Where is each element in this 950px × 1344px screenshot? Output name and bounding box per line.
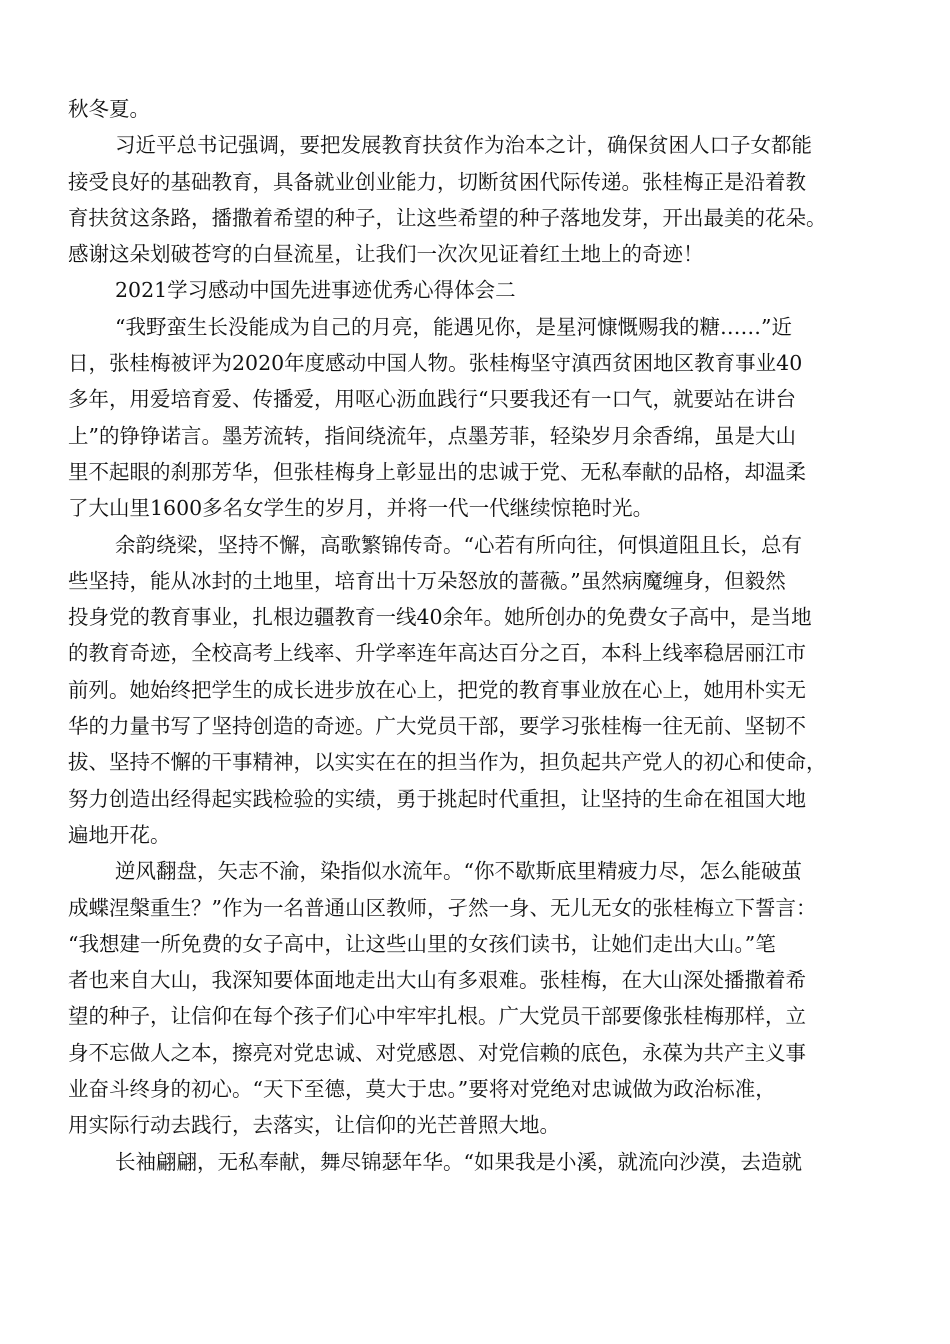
text-line: 投身党的教育事业，扎根边疆教育一线40余年。她所创办的免费女子高中，是当地: [68, 605, 812, 630]
text-line: 2021学习感动中国先进事迹优秀心得体会二: [115, 278, 516, 303]
text-line: 望的种子，让信仰在每个孩子们心中牢牢扎根。广大党员干部要像张桂梅那样，立: [68, 1004, 806, 1029]
text-line: 秋冬夏。: [68, 97, 150, 121]
text-line: 余韵绕梁，坚持不懈，高歌繁锦传奇。“心若有所向往，何惧道阻且长，总有: [115, 532, 802, 557]
text-line: 的教育奇迹，全校高考上线率、升学率连年高达百分之百，本科上线率稳居丽江市: [68, 641, 806, 666]
text-line: 些坚持，能从冰封的土地里，培育出十万朵怒放的蔷薇。”虽然病魔缠身，但毅然: [68, 568, 786, 593]
text-line: “我野蛮生长没能成为自己的月亮，能遇见你，是星河慷慨赐我的糖……”近: [115, 314, 792, 339]
text-line: 感谢这朵划破苍穹的白昼流星，让我们一次次见证着红土地上的奇迹！: [68, 242, 704, 267]
text-line: 用实际行动去践行，去落实，让信仰的光芒普照大地。: [68, 1113, 560, 1138]
text-line: 习近平总书记强调，要把发展教育扶贫作为治本之计，确保贫困人口子女都能: [115, 133, 812, 158]
text-line: 逆风翻盘，矢志不渝，染指似水流年。“你不歇斯底里精疲力尽，怎么能破茧: [115, 859, 802, 884]
text-line: 成蝶涅槃重生？”作为一名普通山区教师，孑然一身、无儿无女的张桂梅立下誓言：: [68, 895, 817, 920]
text-line: 遍地开花。: [68, 822, 171, 847]
text-line: 多年，用爱培育爱、传播爱，用呕心沥血践行“只要我还有一口气，就要站在讲台: [68, 387, 796, 412]
text-line: 上”的铮铮诺言。墨芳流转，指间绕流年，点墨芳菲，轻染岁月余香绵，虽是大山: [68, 423, 796, 448]
text-line: 育扶贫这条路，播撒着希望的种子，让这些希望的种子落地发芽，开出最美的花朵。: [68, 205, 827, 230]
text-line: 长袖翩翩，无私奉献，舞尽锦瑟年华。“如果我是小溪，就流向沙漠，去造就: [115, 1149, 802, 1174]
text-line: 前列。她始终把学生的成长进步放在心上，把党的教育事业放在心上，她用朴实无: [68, 677, 806, 702]
text-line: 拔、坚持不懈的干事精神，以实实在在的担当作为，担负起共产党人的初心和使命，: [68, 750, 827, 775]
text-line: 接受良好的基础教育，具备就业创业能力，切断贫困代际传递。张桂梅正是沿着教: [68, 169, 806, 194]
text-line: 里不起眼的刹那芳华，但张桂梅身上彰显出的忠诚于党、无私奉献的品格，却温柔: [68, 459, 806, 484]
text-line: “我想建一所免费的女子高中，让这些山里的女孩们读书，让她们走出大山。”笔: [68, 931, 776, 956]
document-body: [68, 91, 898, 1180]
text-line: 身不忘做人之本，擦亮对党忠诚、对党感恩、对党信赖的底色，永葆为共产主义事: [68, 1040, 806, 1065]
text-line: 努力创造出经得起实践检验的实绩，勇于挑起时代重担，让坚持的生命在祖国大地: [68, 786, 806, 811]
text-line: 业奋斗终身的初心。“天下至德，莫大于忠。”要将对党绝对忠诚做为政治标准，: [68, 1077, 776, 1102]
text-line: 者也来自大山，我深知要体面地走出大山有多艰难。张桂梅，在大山深处播撒着希: [68, 968, 806, 993]
text-line: 华的力量书写了坚持创造的奇迹。广大党员干部，要学习张桂梅一往无前、坚韧不: [68, 714, 806, 739]
text-line: 了大山里1600多名女学生的岁月，并将一代一代继续惊艳时光。: [68, 496, 654, 521]
text-line: 日，张桂梅被评为2020年度感动中国人物。张桂梅坚守滇西贫困地区教育事业40: [68, 351, 803, 376]
